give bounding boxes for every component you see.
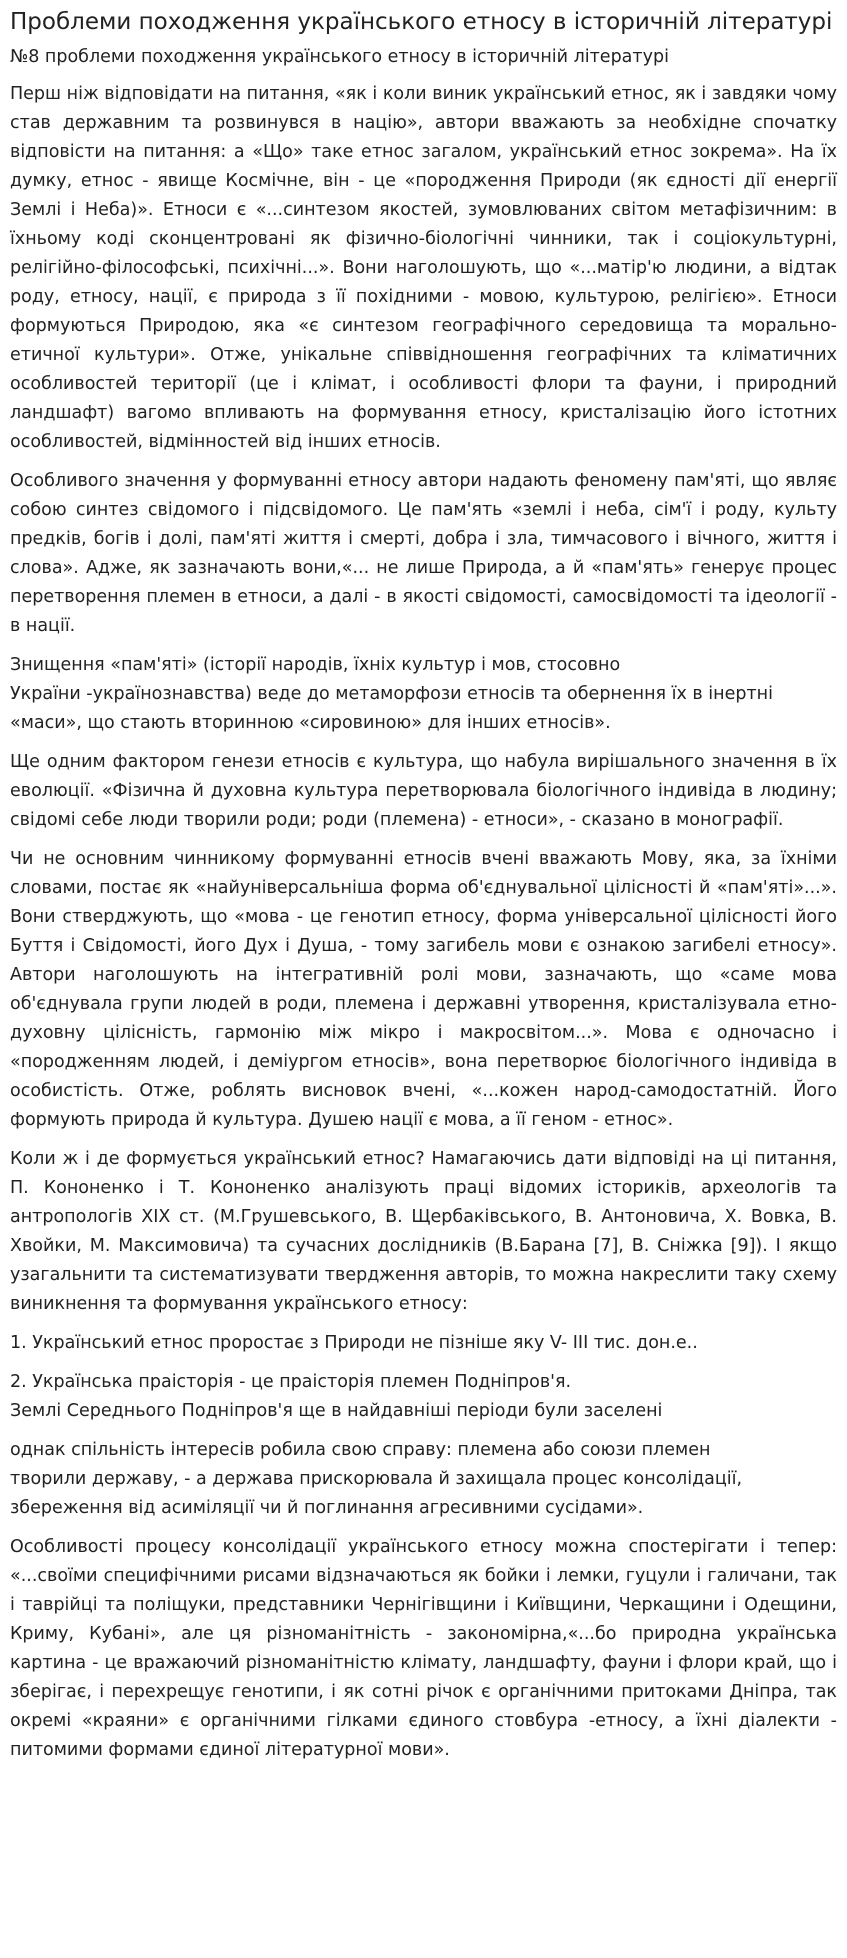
- list-item-1: 1. Український етнос проростає з Природи не пізніше яку V- ІІІ тис. дон.е..: [10, 1333, 698, 1353]
- article-body: [10, 80, 837, 1765]
- list-item-2: [10, 1368, 837, 1426]
- paragraph-consolidation-state: [10, 1436, 837, 1523]
- paragraph-line: Знищення «пам'яті» (історії народів, їхніх культур і мов, стосовно: [10, 655, 621, 675]
- paragraph-culture: Ще одним фактором генези етносів є культура, що набула вирішального значення в їх еволюції. «Фізична й духовна культура перетворювала біологічного індивіда в людину; свідомі себе люди творили роди; роди (племена) - етноси», - сказано в монографії.: [10, 752, 837, 830]
- paragraph-line: Землі Середнього Подніпров'я ще в найдавніші періоди були заселені: [10, 1401, 663, 1421]
- paragraph-language: Чи не основним чинникому формуванні етносів вчені вважають Мову, яка, за їхніми словами, постає як «найуніверсальніша форма об'єднувальної цілісності й «пам'яті»...». Вони стверджують, що «мова - це генотип етносу, форма універсальної цілісності його Буття і Свідомості, його Дух і Душа, - тому загибель мови є ознакою загибелі етносу». Автори наголошують на інтегративній ролі мови, зазначають, що «саме мова об'єднувала групи людей в роди, племена і державні утворення, кристалізувала етно-духовну цілісність, гармонію між мікро і макросвітом...». Мова є одночасно і «породженням людей, і деміургом етносів», вона перетворює біологічного індивіда в особистість. Отже, роблять висновок вчені, «...кожен народ-самодостатній. Його формують природа й культура. Душею нації є мова, а її геном - етнос».: [10, 849, 837, 1130]
- paragraph-line: однак спільність інтересів робила свою справу: племена або союзи племен: [10, 1440, 711, 1460]
- paragraph-ethnos-definition: Перш ніж відповідати на питання, «як і коли виник український етнос, як і завдяки чому став державним та розвинувся в націю», автори вважають за необхідне спочатку відповісти на питання: а «Що» таке етнос загалом, український етнос зокрема». На їх думку, етнос - явище Космічне, він - це «породження Природи (як єдності дії енергії Землі і Неба)». Етноси є «...синтезом якостей, зумовлюваних світом метафізичним: в їхньому коді сконцентровані як фізично-біологічні чинники, так і соціокультурні, релігійно-філософські, психічні...». Вони наголошують, що «...матір'ю людини, а відтак роду, етносу, нації, є природа з її похідними - мовою, культурою, релігією». Етноси формуються Природою, яка «є синтезом географічного середовища та морально-етичної культури». Отже, унікальне співвідношення географічних та кліматичних особливостей території (це і клімат, і особливості флори та фауни, і природний ландшафт) вагомо впливають на формування етносу, кристалізацію його істотних особливостей, відмінностей від інших етносів.: [10, 84, 837, 452]
- page-title: Проблеми походження українського етносу в історичній літературі: [10, 9, 833, 35]
- paragraph-memory: Особливого значення у формуванні етносу автори надають феномену пам'яті, що являє собою синтез свідомого і підсвідомого. Це пам'ять «землі і неба, сім'ї і роду, культу предків, богів і долі, пам'яті життя і смерті, добра і зла, тимчасового і вічного, життя і слова». Адже, як зазначають вони,«... не лише Природа, а й «пам'ять» генерує процес перетворення племен в етноси, а далі - в якості свідомості, самосвідомості та ідеології - в нації.: [10, 471, 837, 636]
- paragraph-regional-diversity: Особливості процесу консолідації українського етносу можна спостерігати і тепер: «...своїми специфічними рисами відзначаються як бойки і лемки, гуцули і галичани, так і таврійці та поліщуки, представники Чернігівщини і Київщини, Черкащини і Одещини, Криму, Кубані», але ця різноманітність - закономірна,«...бо природна українська картина - це вражаючий різноманітністю клімату, ландшафту, фауни і флори край, що і зберігає, і перехрещує генотипи, і як сотні річок є органічними притоками Дніпра, так окремі «краяни» є органічними гілками єдиного стовбура -етносу, а їхні діалекти - питомими формами єдиної літературної мови».: [10, 1537, 837, 1760]
- paragraph-formation-question: Коли ж і де формується український етнос? Намагаючись дати відповіді на ці питання, П. Кононенко і Т. Кононенко аналізують праці відомих істориків, археологів та антропологів XIX ст. (М.Грушевського, В. Щербаківського, В. Антоновича, Х. Вовка, В. Хвойки, М. Максимовича) та сучасних дослідників (В.Барана [7], В. Сніжка [9]). І якщо узагальнити та систематизувати твердження авторів, то можна накреслити таку схему виникнення та формування українського етносу:: [10, 1149, 837, 1314]
- paragraph-line: 2. Українська праісторія - це праісторія племен Подніпров'я.: [10, 1372, 572, 1392]
- article-subtitle: №8 проблеми походження українського етносу в історичній літературі: [10, 47, 669, 67]
- paragraph-line: України -українознавства) веде до метаморфози етносів та обернення їх в інертні «маси», що стають вторинною «сировиною» для інших етносів».: [10, 684, 773, 733]
- paragraph-line: збереження від асиміляції чи й поглинання агресивними сусідами».: [10, 1498, 644, 1518]
- paragraph-memory-destruction: [10, 651, 837, 738]
- paragraph-line: творили державу, - а держава прискорювала й захищала процес консолідації,: [10, 1469, 743, 1489]
